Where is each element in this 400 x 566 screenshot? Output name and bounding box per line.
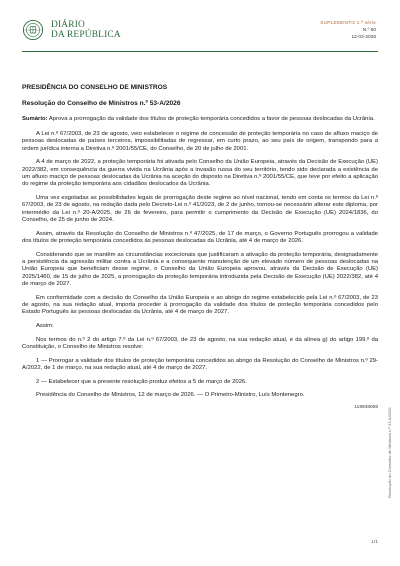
paragraph: Nos termos do n.º 2 do artigo 7.º da Lei n.º 67/2003, de 23 de agosto, na sua redação atual, e da alínea g) do artigo 199.º da Constituição, o Conselho de Ministros resolve: <box>22 336 378 351</box>
summary-text: Aprova a prorrogação da validade dos títulos de proteção temporária concedidos a favor de pessoas deslocadas da Ucrânia. <box>48 115 375 122</box>
paragraph: Assim: <box>36 323 54 330</box>
logo-line-2: DA REPÚBLICA <box>51 30 121 40</box>
issue-date: 12-03-2026 <box>351 35 376 41</box>
paragraph: Uma vez esgotadas as possibilidades legais de prorrogação deste regime ao nível nacional, tendo em conta os termos da Lei n.º 67/2003, de 23 de agosto, na redação dada pelo Decreto-Lei n.º 41/2023, de 2 de junho, tornou-se necessário alterar este diploma, por intermédio da Lei n.º 20-A/2025, de 26 de fevereiro, para permitir o cumprimento da Decisão de Execução (UE) 2024/1836, do Conselho, de 25 de junho de 2024. <box>22 195 378 224</box>
diario-da-republica-logo <box>22 19 121 41</box>
paragraph: 1 — Prorrogar a validade dos títulos de proteção temporária concedidos ao abrigo da Resolução do Conselho de Ministros n.º 29-A/2022, de 1 de março, na sua redação atual, até 4 de março de 2027. <box>22 357 378 371</box>
coat-of-arms-icon <box>22 19 44 41</box>
paragraph: Em conformidade com a decisão do Conselho da União Europeia e ao abrigo do regime estabelecido pela Lei n.º 67/2003, de 23 de agosto, na sua redação atual, importa proceder à prorrogação da validade dos títulos de proteção temporária concedidos pelo Estado Português às pessoas deslocadas da Ucrânia, até 4 de março de 2027. <box>22 294 378 316</box>
supplement-label: SUPLEMENTO 1.ª série <box>320 21 376 26</box>
signature: Presidência do Conselho de Ministros, 12 de março de 2026. — O Primeiro-Ministro, Luís Montenegro. <box>36 392 305 399</box>
paragraph-list <box>22 131 378 386</box>
header-divider <box>22 51 378 52</box>
page-number: 1/1 <box>371 540 378 545</box>
paragraph: A Lei n.º 67/2003, de 23 de agosto, veio estabelecer o regime de concessão de proteção temporária no caso de afluxo maciço de pessoas deslocadas de países terceiros, impossibilitadas de regressar, em curto prazo, ao seu país de origem, transpondo para a ordem jurídica interna a Diretiva n.º 2001/55/CE, do Conselho, de 20 de julho de 2001. <box>22 131 378 152</box>
publication-code: 119948006 <box>354 404 378 410</box>
logo-line-1: DIÁRIO <box>51 20 86 30</box>
issue-meta <box>320 20 376 42</box>
document-body <box>22 84 378 411</box>
issuer-heading: PRESIDÊNCIA DO CONSELHO DE MINISTROS <box>22 84 168 91</box>
summary-label: Sumário: <box>22 115 48 122</box>
paragraph: Assim, através da Resolução do Conselho de Ministros n.º 47/2025, de 17 de março, o Governo Português prorrogou a validade dos títulos de proteção temporária concedidos às pessoas deslocadas da Ucrânia, até 4 de março de 2026. <box>22 230 378 245</box>
paragraph: Considerando que se mantêm as circunstâncias excecionais que justificaram a ativação da proteção temporária, designadamente a persistência da agressão militar contra a Ucrânia e a consequente manutenção de um elevado número de pessoas deslocadas na União Europeia que beneficiam desse regime, o Conselho da União Europeia aprovou, através da Decisão de Execução (UE) 2025/1460, de 15 de julho de 2025, a prorrogação da proteção temporária introduzida pela Decisão de Execução (UE) 2022/382, até 4 de março de 2027. <box>22 251 378 288</box>
paragraph: A 4 de março de 2022, a proteção temporária foi ativada pelo Conselho da União Europeia, através da Decisão de Execução (UE) 2022/382, em consequência da guerra vivida na Ucrânia após a invasão russa do seu território, tendo sido declarada a existência de um afluxo maciço de pessoas deslocadas da Ucrânia na aceção do disposto na Diretiva n.º 2001/55/CE, que teve por efeito a aplicação do regime da proteção temporária aos cidadãos deslocados da Ucrânia. <box>22 159 378 188</box>
side-note: Resolução do Conselho de Ministros n.º 53-A/2026 <box>387 407 392 498</box>
issue-number: N.º 50 <box>362 28 376 34</box>
summary <box>22 116 378 123</box>
paragraph: 2 — Estabelecer que a presente resolução produz efeitos a 5 de março de 2026. <box>36 378 247 385</box>
document-title: Resolução do Conselho de Ministros n.º 53-A/2026 <box>22 100 181 108</box>
